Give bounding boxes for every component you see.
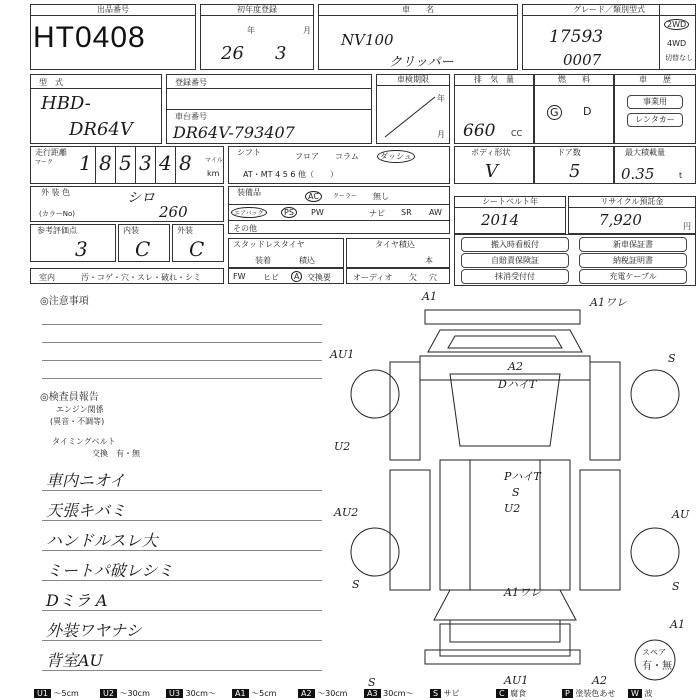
timing-opts: 交換 有・無 (92, 449, 140, 458)
vehicle-name-label: 車 名 (319, 5, 517, 16)
damage-mark: AU1 (330, 348, 355, 361)
color-no: 260 (159, 203, 188, 221)
wheel-front-left (351, 370, 399, 418)
document-item: 抹消受付付 (461, 269, 569, 284)
spare-opts: 有・無 (642, 661, 672, 672)
damage-mark: S (668, 352, 676, 365)
inspection-label: 車検期限 (377, 75, 449, 86)
wheel-rear-right (631, 528, 679, 576)
vehicle-name-box (318, 4, 518, 70)
studless-mounted: 装着 (255, 256, 271, 265)
ref-score-box (30, 224, 116, 262)
mileage-digit: 1 (79, 151, 92, 175)
document-item: 自賠責保険証 (461, 253, 569, 268)
history-label: 車 歴 (615, 75, 695, 86)
fw-replace: 交換要 (307, 273, 331, 282)
handwritten-note: 天張キバミ (46, 501, 127, 520)
displacement-label: 排 気 量 (455, 75, 533, 86)
document-item: 搬入時看板付 (461, 237, 569, 252)
equip-aw: AW (429, 208, 442, 217)
grade-value-2: 0007 (563, 51, 602, 69)
seatbelt-box (454, 196, 566, 234)
drive-2wd: 2WD (664, 19, 689, 30)
document-item: 納税証明書 (579, 253, 687, 268)
first-reg-month: 3 (275, 43, 287, 64)
right-rear-door (580, 470, 620, 590)
mileage-unit-mile: マイル (205, 157, 223, 164)
mileage-digit-divider (135, 147, 136, 183)
mileage-mark: マーク (35, 159, 54, 166)
type-value: HBD- (41, 93, 91, 114)
mileage-digit-divider (175, 147, 176, 183)
legend-key: P (562, 689, 573, 698)
shift-dash: ダッシュ (377, 150, 415, 163)
inspection-month-unit: 月 (437, 130, 445, 139)
damage-mark: S (368, 676, 376, 689)
legend-key: U2 (100, 689, 117, 698)
chassis-value: DR64V-793407 (173, 123, 295, 142)
damage-mark: DハイT (498, 378, 537, 391)
grade-label: グレード／類別型式 (523, 5, 695, 16)
legend-item (100, 688, 150, 700)
mileage-digit: 8 (99, 151, 112, 175)
body-box (454, 146, 534, 184)
fw-crack: ヒビ (263, 273, 279, 282)
fuel-d: D (583, 105, 592, 118)
rear-gate (440, 624, 570, 656)
shift-box (228, 146, 450, 184)
damage-mark: A1ワレ (504, 586, 541, 599)
document-item: 充電ケーブル (579, 269, 687, 284)
engine-label: エンジン関係 (56, 405, 104, 414)
equip-none: 無し (373, 192, 389, 201)
inspection-year-unit: 年 (437, 94, 445, 103)
mileage-digit: 8 (179, 151, 192, 175)
legend-item (430, 688, 460, 700)
inspector-title: ◎検査員報告 (40, 392, 99, 403)
first-reg-label: 初年度登録 (201, 5, 313, 16)
damage-mark: AU (672, 508, 690, 521)
stock-id-box (30, 4, 196, 70)
equip-other: その他 (233, 224, 257, 233)
mileage-digit: 4 (159, 151, 172, 175)
history-box (614, 74, 696, 144)
drive-none: 切替なし (665, 54, 693, 62)
damage-mark: U2 (334, 440, 351, 453)
legend-key: W (628, 689, 642, 698)
interior-score-value: C (135, 237, 151, 261)
spare-label: スペア (642, 648, 666, 657)
legend-text: 腐食 (507, 689, 527, 698)
type-value-2: DR64V (69, 119, 133, 140)
seatbelt-label: シートベルト年 (455, 197, 565, 208)
drive-4wd: 4WD (667, 39, 687, 48)
left-front-door (390, 362, 420, 460)
legend-text: 〜5cm (248, 689, 277, 698)
first-registration-box (200, 4, 314, 70)
equip-pw: PW (311, 208, 324, 217)
legend-item (298, 688, 347, 700)
wheel-rear-left (351, 528, 399, 576)
seatbelt-value: 2014 (481, 211, 520, 229)
damage-mark: A1 (670, 618, 685, 631)
rear-window (450, 620, 560, 642)
mileage-digit-divider (115, 147, 116, 183)
damage-mark: A1ワレ (590, 296, 627, 309)
grade-box (522, 4, 696, 70)
mileage-box (30, 146, 224, 184)
vehicle-name: NV100 (341, 31, 394, 49)
color-label: 外 装 色 (41, 188, 71, 197)
damage-mark: S (672, 580, 680, 593)
handwritten-note: ハンドルスレ大 (46, 531, 158, 550)
damage-mark: S (512, 486, 520, 499)
fuel-box (534, 74, 614, 144)
mileage-digit-divider (155, 147, 156, 183)
right-front-door (590, 362, 620, 460)
interior-condition-items: 汚・コゲ・穴・スレ・破れ・シミ (81, 273, 201, 282)
legend-key: C (496, 689, 508, 698)
wheel-front-right (631, 370, 679, 418)
handwritten-note: 背室AU (46, 651, 104, 670)
audio-missing: 欠 (409, 273, 417, 282)
mileage-label: 走行距離 (35, 148, 67, 157)
audio-label: オーディオ (353, 273, 393, 282)
ref-score-label: 参考評価点 (37, 226, 77, 235)
tire-count-1: 本 (425, 256, 433, 265)
left-side-panel (440, 460, 470, 590)
front-bumper (425, 310, 580, 324)
studless-box (228, 238, 344, 268)
right-side-panel (540, 460, 570, 590)
equipment-box (228, 186, 450, 234)
legend-text: 波 (641, 689, 653, 698)
legend-key: A2 (298, 689, 315, 698)
ref-score-value: 3 (75, 237, 88, 261)
audio-box (346, 268, 450, 284)
type-box (30, 74, 162, 144)
legend-text: 30cm〜 (380, 689, 414, 698)
legend-key: A1 (232, 689, 249, 698)
interior-score-box (118, 224, 170, 262)
equip-airbag: エアバッグ (231, 207, 267, 218)
handwritten-note: Dミラ A (46, 591, 108, 610)
exterior-score-value: C (189, 237, 205, 261)
equip-cooler: クーラー (333, 193, 358, 200)
displacement-box (454, 74, 534, 144)
type-label: 型 式 (39, 78, 63, 87)
interior-score-label: 内装 (123, 226, 139, 235)
fw-label: FW (233, 272, 246, 281)
first-reg-year: 26 (221, 43, 244, 64)
equip-sr: SR (401, 208, 412, 217)
shift-floor: フロア (295, 152, 319, 161)
rear-bumper (425, 650, 580, 664)
recycle-value: 7,920 (599, 211, 642, 229)
doors-box (534, 146, 614, 184)
equip-ps: PS (281, 207, 297, 218)
legend-item (628, 688, 652, 700)
legend-text: サビ (441, 689, 460, 698)
history-business: 事業用 (627, 95, 683, 109)
mileage-digit: 3 (139, 151, 152, 175)
engine-sub: (異音・不調等) (50, 417, 105, 426)
displacement-value: 660 (463, 121, 496, 141)
documents-box (454, 234, 696, 286)
legend-key: U3 (166, 689, 183, 698)
interior-condition-box (30, 268, 224, 284)
grade-value: 17593 (549, 27, 604, 47)
damage-mark: A2 (508, 360, 523, 373)
legend-key: U1 (34, 689, 51, 698)
damage-mark: A1 (422, 290, 437, 303)
stock-id: HT0408 (33, 21, 146, 54)
mileage-digit: 5 (119, 151, 132, 175)
damage-mark: A2 (592, 674, 607, 687)
load-unit: t (679, 171, 683, 180)
legend-item (166, 688, 216, 700)
mileage-unit-km: km (207, 169, 220, 178)
legend-key: A3 (364, 689, 381, 698)
damage-mark: U2 (504, 502, 521, 515)
equip-navi: ナビ (369, 209, 385, 218)
left-rear-door (390, 470, 430, 590)
shift-at-mt: AT・MT 4 5 6 他（ ） (243, 170, 338, 179)
legend-text: 〜30cm (314, 689, 348, 698)
document-item: 新車保証書 (579, 237, 687, 252)
recycle-label: リサイクル預託金 (569, 197, 695, 208)
equip-ac: AC (305, 191, 322, 202)
fuel-g: G (547, 105, 562, 120)
tire-box (346, 238, 450, 268)
lot-label: 出品番号 (31, 5, 195, 16)
legend-text: 30cm〜 (182, 689, 216, 698)
tire-label: タイヤ積込 (375, 240, 415, 249)
load-value: 0.35 (621, 165, 655, 183)
fuel-label: 燃 料 (535, 75, 613, 86)
body-value: V (485, 161, 498, 182)
legend-item (34, 688, 79, 700)
shift-column: コラム (335, 152, 359, 161)
timing-label: タイミングベルト (52, 437, 116, 446)
studless-label: スタッドレスタイヤ (233, 240, 305, 249)
year-unit: 年 (247, 26, 255, 35)
vehicle-sub: クリッパー (389, 55, 454, 70)
caution-title: ◎注意事項 (40, 296, 89, 307)
chassis-label: 車台番号 (175, 112, 207, 121)
history-rental: レンタカー (627, 113, 683, 127)
fw-a: A (291, 271, 302, 282)
exterior-score-box (172, 224, 224, 262)
studless-loaded: 積込 (299, 256, 315, 265)
fw-box (228, 268, 344, 284)
load-box (614, 146, 696, 184)
legend-text: 塗装色あせ (572, 689, 616, 698)
windshield (448, 336, 562, 348)
load-label: 最大積載量 (625, 148, 665, 157)
hood (428, 330, 582, 352)
doors-value: 5 (569, 161, 581, 182)
legend-text: 〜5cm (50, 689, 79, 698)
shift-label: シフト (237, 148, 261, 157)
damage-mark: PハイT (504, 470, 541, 483)
interior-condition-label: 室内 (39, 273, 55, 282)
recycle-box (568, 196, 696, 234)
exterior-score-label: 外装 (177, 226, 193, 235)
audio-hole: 穴 (429, 273, 437, 282)
handwritten-note: ミートパ破レシミ (46, 561, 174, 580)
registration-box (166, 74, 372, 144)
body-label: ボディ形状 (471, 148, 511, 157)
color-value: シロ (127, 190, 155, 206)
damage-mark: AU2 (334, 506, 359, 519)
legend-item (364, 688, 413, 700)
recycle-unit: 円 (683, 222, 691, 231)
legend-text: 〜30cm (116, 689, 150, 698)
color-box (30, 186, 224, 222)
reg-label: 登録番号 (175, 78, 207, 87)
equipment-label: 装備品 (237, 188, 261, 197)
handwritten-note: 車内ニオイ (46, 471, 126, 490)
month-unit: 月 (303, 26, 311, 35)
legend-item (562, 688, 615, 700)
handwritten-note: 外装ワヤナシ (46, 621, 142, 640)
legend-item (496, 688, 526, 700)
legend-key: S (430, 689, 441, 698)
legend-item (232, 688, 276, 700)
inspection-box (376, 74, 450, 144)
color-no-label: (カラーNo) (39, 210, 75, 218)
damage-mark: S (352, 578, 360, 591)
damage-mark: AU1 (504, 674, 529, 687)
displacement-unit: CC (511, 129, 523, 138)
doors-label: ドア数 (557, 148, 581, 157)
mileage-digit-divider (95, 147, 96, 183)
